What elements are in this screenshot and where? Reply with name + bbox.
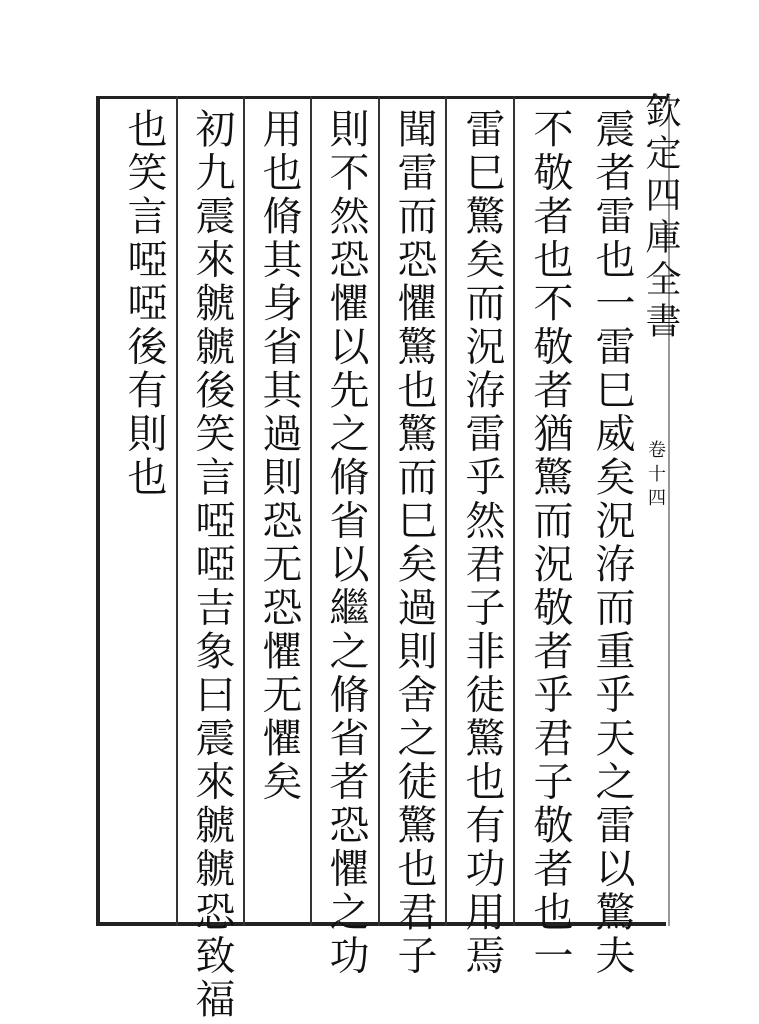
text-column-4: 聞雷而恐懼驚也驚而巳矣過則舍之徒驚也君子 [391,108,437,978]
margin-volume-number: 卷十四 [645,440,666,512]
column-rule-4 [310,96,312,926]
text-column-3: 雷巳驚矣而況洊雷乎然君子非徒驚也有功用焉 [459,108,505,978]
column-rule-1 [513,96,515,926]
text-column-2: 不敬者也不敬者猶驚而況敬者乎君子敬者也一 [527,108,573,978]
text-column-7: 初九震來虩虩後笑言啞啞吉象曰震來虩虩恐致福 [189,108,235,1022]
column-rule-6 [176,96,178,926]
column-rule-5 [243,96,245,926]
column-rule-3 [378,96,380,926]
column-rule-2 [445,96,447,926]
margin-book-title: 欽定四庫全書 [640,92,681,344]
text-column-5: 則不然恐懼以先之脩省以繼之脩省者恐懼之功 [323,108,369,978]
text-column-1: 震者雷也一雷巳威矣況洊而重乎天之雷以驚夫 [589,108,635,978]
text-column-6: 用也脩其身省其過則恐无恐懼无懼矣 [256,108,302,804]
page-border [96,96,666,926]
text-column-8: 也笑言啞啞後有則也 [121,108,167,500]
